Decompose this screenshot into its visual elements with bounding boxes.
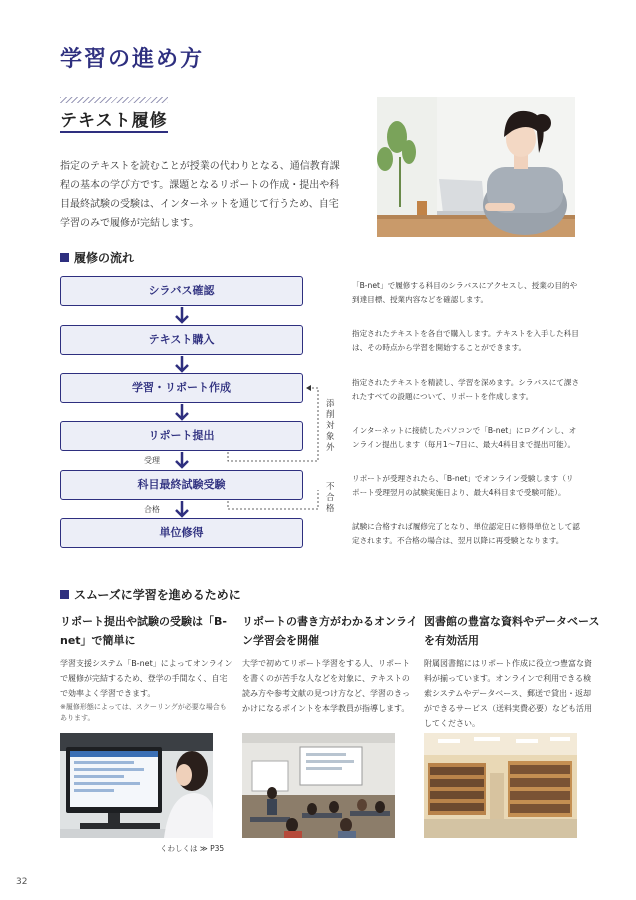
flow-desc-credit: 試験に合格すれば履修完了となり、単位認定日に修得単位として認定されます。不合格の場合は、翌月以降に再受験となります。 (352, 522, 580, 545)
column-title-bnet: リポート提出や試験の受験は「B-net」で簡単に (60, 615, 227, 647)
column-body-bnet: 学習支援システム「B-net」によってオンラインで履修が完結するため、登学の手間なく、自宅で効率よく学習できます。 (60, 659, 233, 698)
photo-library (424, 733, 577, 838)
flow-step-credit: 単位修得 (60, 518, 303, 548)
flow-step-syllabus: シラバス確認 (60, 276, 303, 306)
flow-desc-study: 指定されたテキストを精読し、学習を深めます。シラバスにて課されたすべての設題について、リポートを作成します。 (352, 378, 580, 401)
flow-desc-textbook: 指定されたテキストを各自で購入します。テキストを入手した科目は、その時点から学習を開始することができます。 (352, 329, 579, 352)
label-not-corrected: 添削対象外 (326, 399, 335, 453)
flow-desc-exam: リポートが受理されたら、「B-net」でオンライン受験します（リポート受理翌月の試験実施日より、最大4科目まで受験可能）。 (352, 474, 574, 497)
flow-step-exam: 科目最終試験受験 (60, 470, 303, 500)
flow-step-textbook: テキスト購入 (60, 325, 303, 355)
photo-computer-study (60, 733, 213, 838)
column-title-library: 図書館の豊富な資料やデータベースを有効活用 (424, 615, 600, 647)
photo-lecture-room (242, 733, 395, 838)
page-number: 32 (16, 877, 28, 887)
intro-text: 指定のテキストを読むことが授業の代わりとなる、通信教育課程の基本の学び方です。課題となるリポートの作成・提出や科目最終試験の受験は、インターネットを通じて行うため、自宅学習のみで履修が完結します。 (60, 161, 340, 229)
label-fail: 不合格 (326, 482, 335, 514)
smooth-heading-text: スムーズに学習を進めるために (74, 588, 241, 602)
smooth-heading (60, 586, 241, 603)
label-passed: 合格 (144, 505, 160, 514)
flow-step-submit: リポート提出 (60, 421, 303, 451)
square-bullet-icon (60, 590, 69, 599)
section-title: テキスト履修 (60, 111, 168, 131)
column-body-workshop: 大学で初めてリポート学習をする人、リポートを書くのが苦手な人などを対象に、テキストの読み方や参考文献の見つけ方など、学習のきっかけになるポイントを本学教員が指導します。 (242, 659, 410, 713)
column-title-workshop: リポートの書き方がわかるオンライン学習会を開催 (242, 615, 418, 647)
flow-step-study: 学習・リポート作成 (60, 373, 303, 403)
label-received: 受理 (144, 456, 160, 465)
flow-desc-syllabus: 「B-net」で履修する科目のシラバスにアクセスし、授業の目的や到達目標、授業内容などを確認します。 (352, 281, 578, 304)
flow-heading-text: 履修の流れ (74, 251, 135, 265)
page-title: 学習の進め方 (60, 47, 205, 72)
page-reference-link[interactable]: くわしくは ≫ P35 (160, 844, 225, 853)
column-note-bnet: ※履修形態によっては、スクーリングが必要な場合もあります。 (60, 703, 227, 722)
column-body-library: 附属図書館にはリポート作成に役立つ豊富な資料が揃っています。オンラインで利用できる検索システムやデータベース、郵送で貸出・返却ができるサービス（送料実費必要）なども活用してください。 (424, 659, 592, 728)
flow-desc-submit: インターネットに接続したパソコンで「B-net」にログインし、オンライン提出します（毎月1〜7日に、最大4科目まで提出可能）。 (352, 426, 577, 449)
